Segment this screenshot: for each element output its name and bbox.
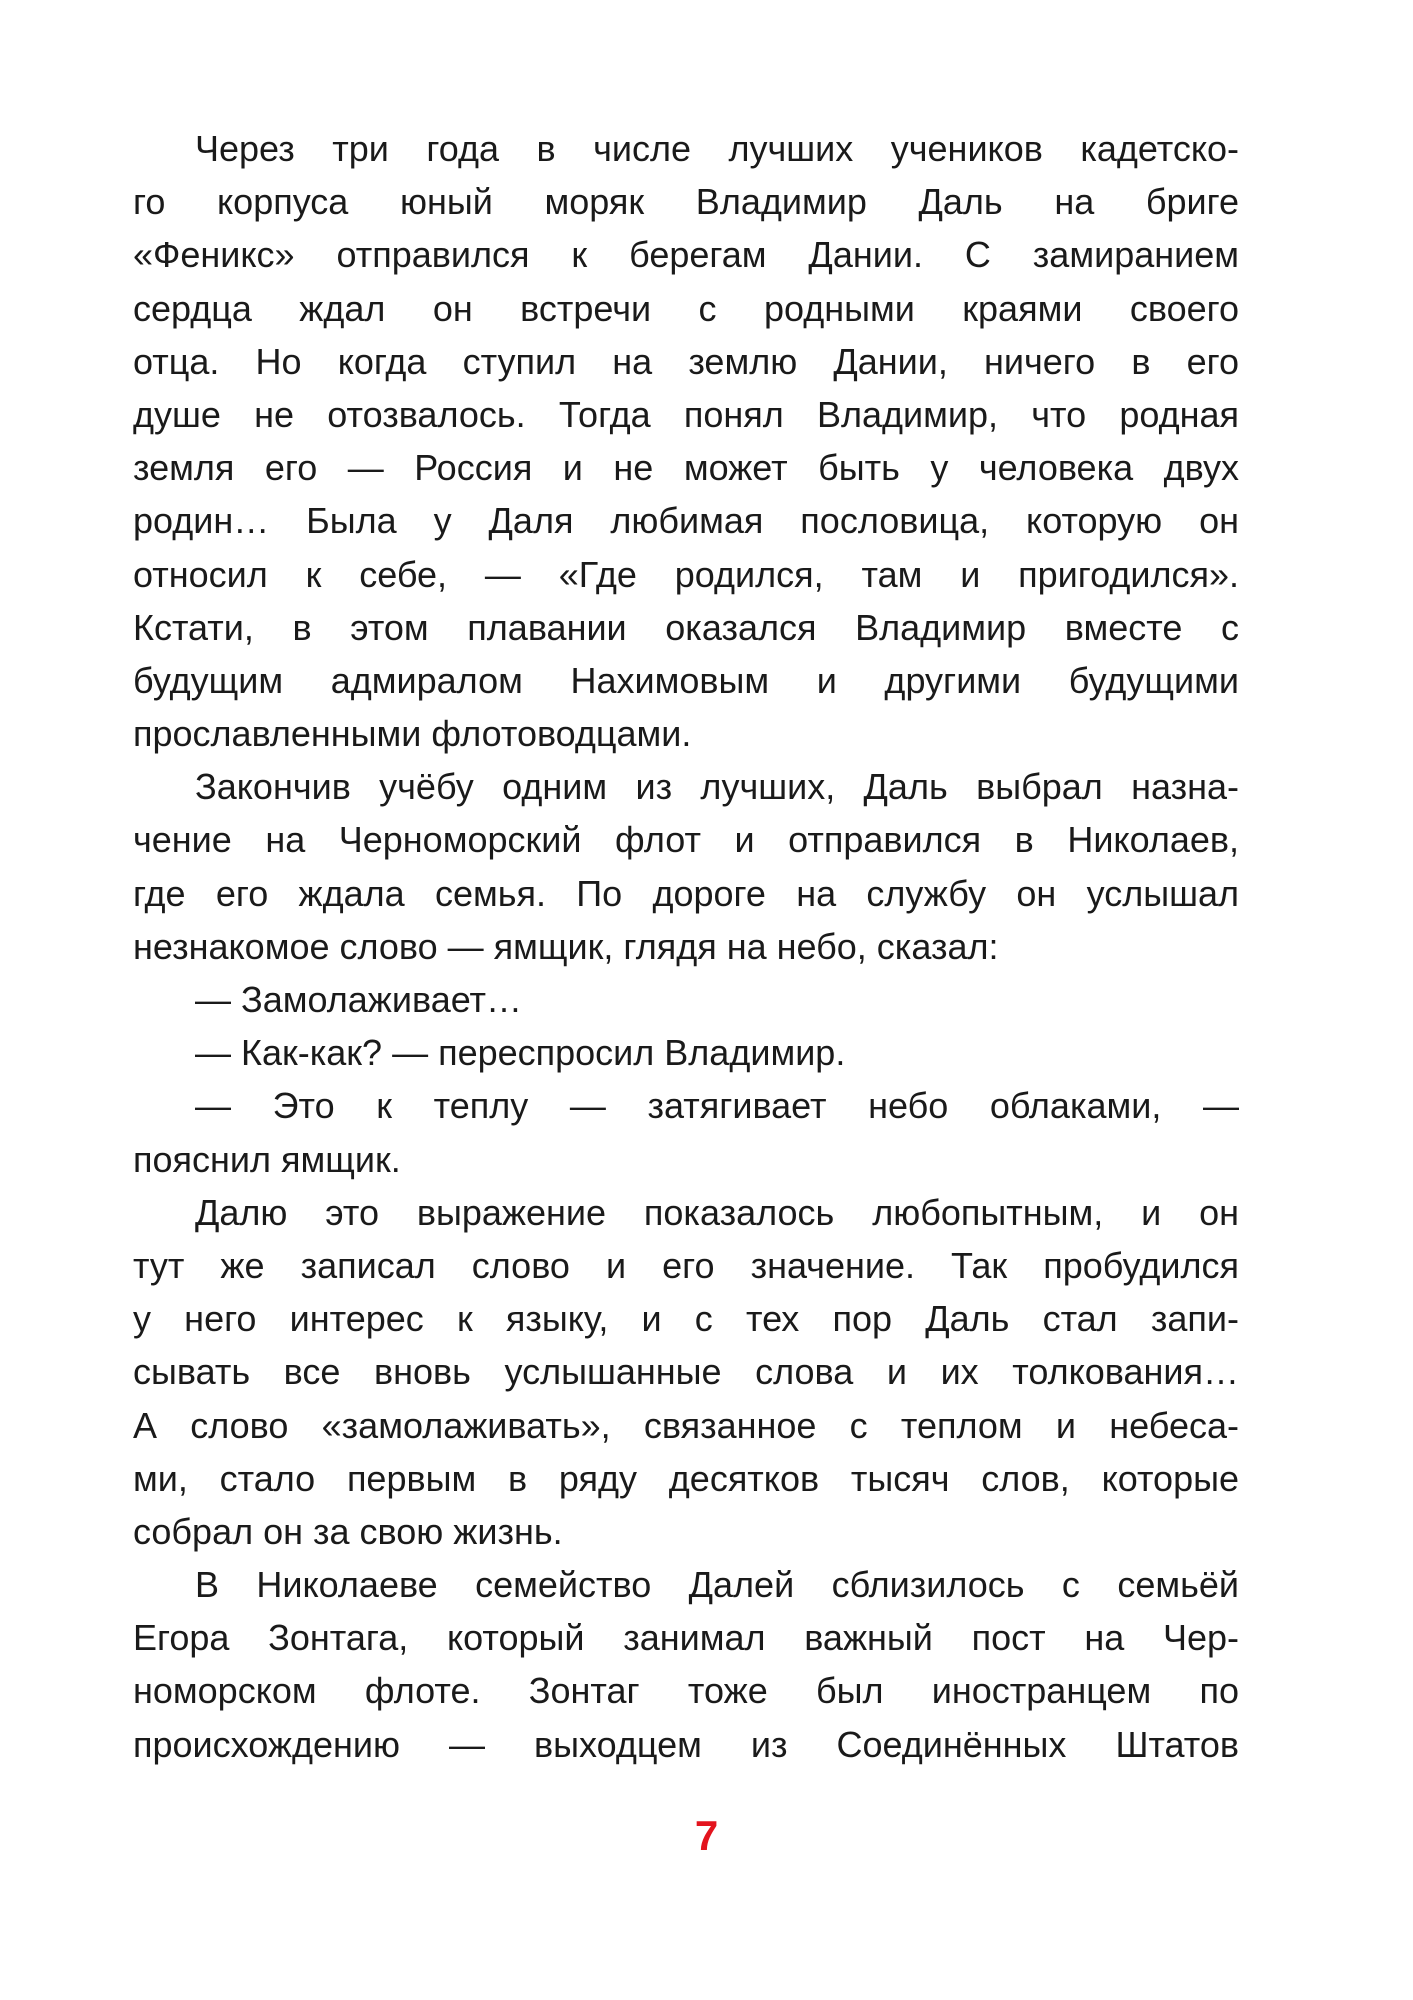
text-line: пояснил ямщик. [133, 1138, 401, 1180]
dialogue-line-2 [133, 1026, 1239, 1079]
page-body [133, 122, 1239, 1771]
text-line: — Как-как? — переспросил Владимир. [195, 1032, 846, 1074]
text-line: Далю это выражение показалось любопытным, и он [195, 1191, 1239, 1233]
text-line: будущим адмиралом Нахимовым и другими будущими [133, 659, 1239, 701]
text-line: Закончив учёбу одним из лучших, Даль выбрал назна- [195, 766, 1239, 808]
page-number: 7 [694, 1812, 719, 1859]
text-line: сывать все вновь услышанные слова и их толкования… [133, 1351, 1239, 1393]
text-line: собрал он за свою жизнь. [133, 1510, 563, 1552]
text-line: В Николаеве семейство Далей сблизилось с семьёй [195, 1564, 1239, 1606]
text-line: ми, стало первым в ряду десятков тысяч слов, которые [133, 1457, 1239, 1499]
text-line: относил к себе, — «Где родился, там и пригодился». [133, 553, 1239, 595]
text-line: — Это к теплу — затягивает небо облаками, — [195, 1085, 1239, 1127]
text-line: А слово «замолаживать», связанное с теплом и небеса- [133, 1404, 1239, 1446]
text-line: «Феникс» отправился к берегам Дании. С замиранием [133, 234, 1239, 276]
text-line: номорском флоте. Зонтаг тоже был иностранцем по [133, 1670, 1239, 1712]
paragraph-2 [133, 760, 1239, 973]
text-line: — Замолаживает… [195, 979, 523, 1020]
text-line: Егора Зонтага, который занимал важный пост на Чер- [133, 1617, 1239, 1659]
text-line: земля его — Россия и не может быть у человека двух [133, 447, 1239, 489]
text-line: где его ждала семья. По дороге на службу он услышал [133, 872, 1239, 914]
text-line: Через три года в числе лучших учеников кадетско- [195, 128, 1239, 169]
paragraph-1 [133, 122, 1239, 760]
text-line: прославленными флотоводцами. [133, 713, 692, 755]
text-line: чение на Черноморский флот и отправился в Николаев, [133, 819, 1239, 861]
text-line: у него интерес к языку, и с тех пор Даль стал запи- [133, 1298, 1239, 1340]
text-line: тут же записал слово и его значение. Так пробудился [133, 1244, 1239, 1286]
text-line: го корпуса юный моряк Владимир Даль на бриге [133, 181, 1239, 223]
text-line: происхождению — выходцем из Соединённых Штатов [133, 1723, 1239, 1765]
text-line: отца. Но когда ступил на землю Дании, ничего в его [133, 340, 1239, 382]
text-line: родин… Была у Даля любимая пословица, которую он [133, 500, 1239, 542]
dialogue-line-3 [133, 1079, 1239, 1185]
text-line: душе не отозвалось. Тогда понял Владимир, что родная [133, 393, 1239, 435]
text-line: сердца ждал он встречи с родными краями своего [133, 287, 1239, 329]
paragraph-6 [133, 1186, 1239, 1558]
dialogue-line-1 [133, 973, 1239, 1026]
text-line: Кстати, в этом плавании оказался Владимир вместе с [133, 606, 1239, 648]
paragraph-7 [133, 1558, 1239, 1771]
text-line: незнакомое слово — ямщик, глядя на небо, сказал: [133, 925, 999, 967]
